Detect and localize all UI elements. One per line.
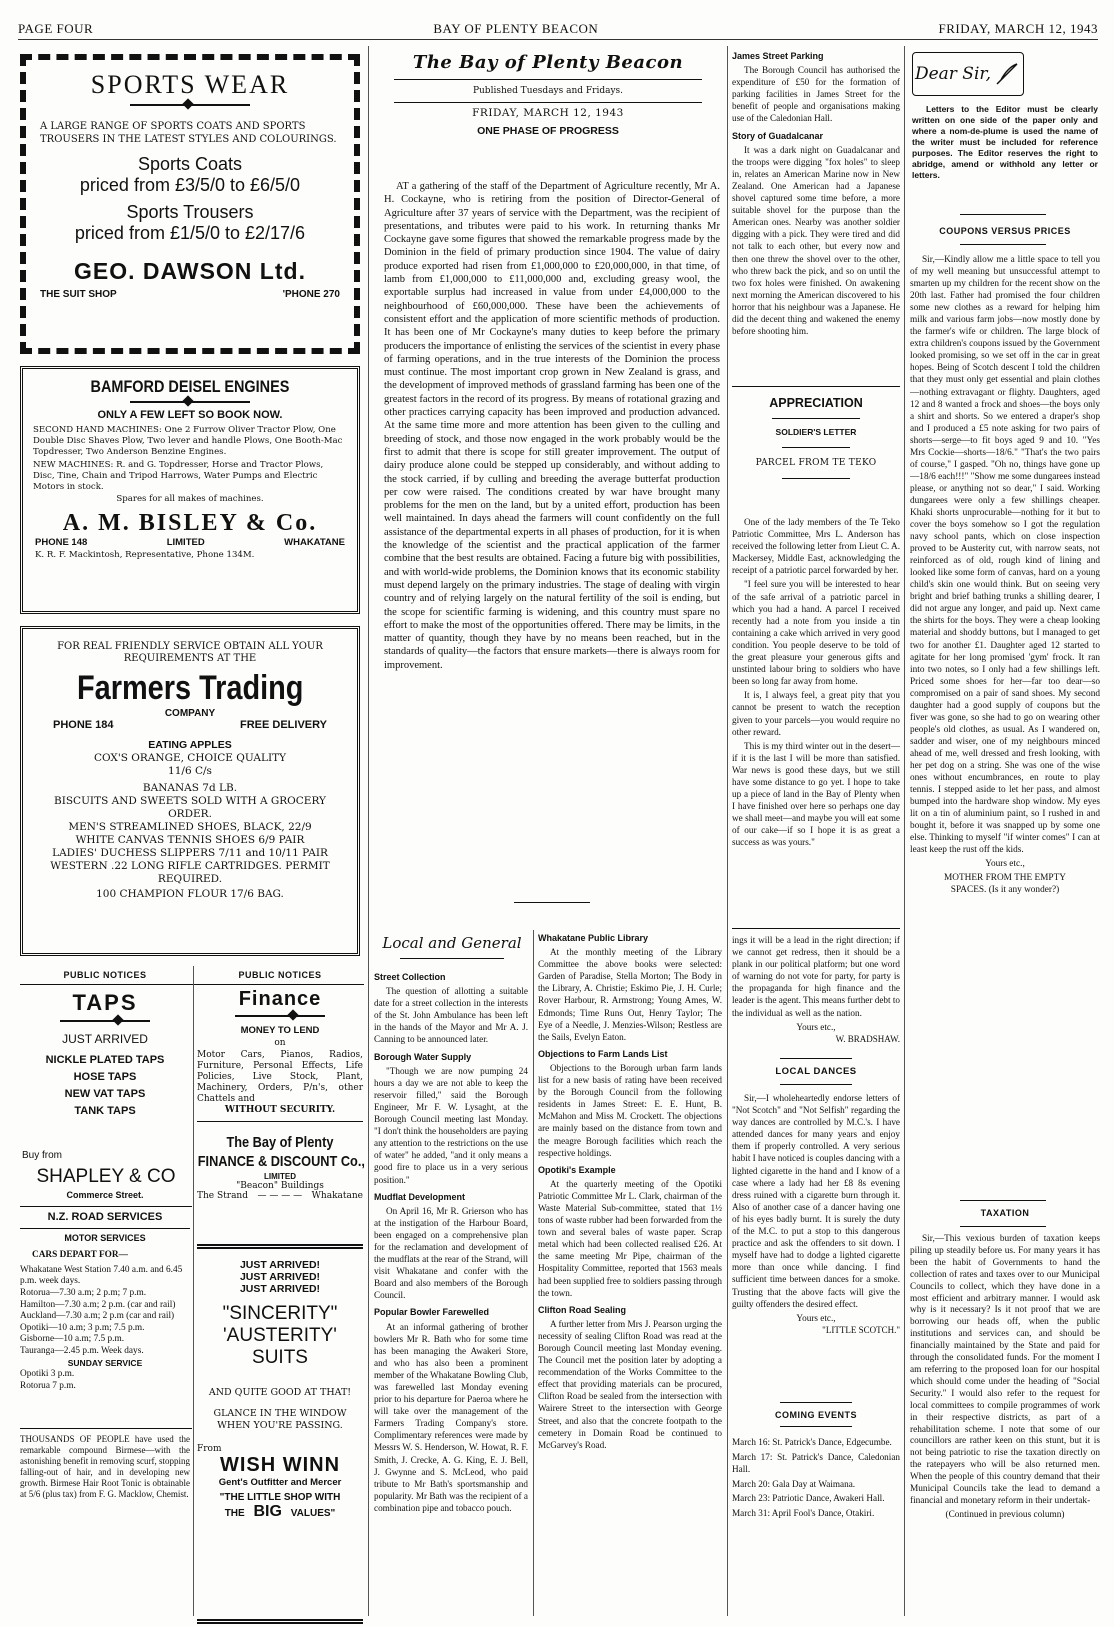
divider bbox=[732, 386, 900, 387]
winn-outfitter: Gent's Outfitter and Mercer bbox=[218, 1477, 342, 1488]
event-item: March 31: April Fool's Dance, Otakiri. bbox=[732, 1507, 875, 1518]
farmers-ad bbox=[20, 626, 360, 956]
opotiki-body: At the quarterly meeting of the Opotiki Patriotic Committee Mr L. Clark, chairman of the Waste Material Sub-committee, stated that 1½ tons of waste rubber had been forwarded from the town and several bales of waste paper. Scrap metal which had been collected realised £26. At the same meeting Mr Pipe, chairman of the Hospitality Committee, reported that 1563 meals had been supplied free to soldiers passing through the town. bbox=[538, 1178, 722, 1298]
column-divider bbox=[533, 930, 534, 1616]
sunday-service: SUNDAY SERVICE bbox=[67, 1357, 143, 1368]
finance-title: Finance bbox=[238, 988, 322, 1010]
quite-good: AND QUITE GOOD AT THAT! bbox=[208, 1387, 352, 1398]
farmers-name bbox=[23, 669, 357, 708]
letter-cont bbox=[732, 934, 900, 1052]
bamford-spares: Spares for all makes of machines. bbox=[116, 494, 264, 504]
bradshaw-yours: Yours etc., bbox=[796, 1021, 836, 1032]
dances-yours: Yours etc., bbox=[796, 1312, 836, 1323]
column-divider bbox=[904, 46, 905, 1616]
column-divider bbox=[368, 46, 369, 1616]
library-body: At the monthly meeting of the Library Committee the above books were selected: Garden of Paradise, Stella Morton; The Body in the Library, A. Christie; Eskimo Pie, J. H. Curle; Rover Harbour, R. Armstrong; Young Ames, W. Edmonds; Time Runs Out, Henry Taylor; The Eye of a Needle, J. Menzies-Wilson; Restless are the Sails, Evelyn Eaton. bbox=[538, 947, 722, 1042]
dawson-phone: 'PHONE 270 bbox=[282, 289, 340, 300]
divider bbox=[780, 1402, 852, 1403]
divider bbox=[782, 478, 850, 479]
divider bbox=[20, 984, 364, 985]
bop-finance-text-2: FINANCE & DISCOUNT Co., bbox=[197, 1153, 365, 1170]
dear-sir-logo bbox=[912, 52, 1024, 96]
water-title: Borough Water Supply bbox=[374, 1051, 472, 1062]
list-item: BISCUITS AND SWEETS SOLD WITH A GROCERY ORDER. bbox=[53, 795, 326, 820]
appreciation-title: APPRECIATION bbox=[769, 396, 863, 410]
masthead-title: The Bay of Plenty Beacon bbox=[412, 52, 684, 73]
page-header bbox=[18, 18, 1098, 40]
motor-services: MOTOR SERVICES bbox=[64, 1232, 146, 1243]
street-body: The question of allotting a suitable date for a street collection in the interests of the St. John Ambulance has been left in the hands of the Mayor and Mr A. J. Canning to be announced later. bbox=[374, 986, 528, 1045]
suits: SUITS bbox=[252, 1347, 308, 1368]
events-title: COMING EVENTS bbox=[774, 1410, 857, 1420]
sportswear-ad bbox=[20, 54, 360, 354]
just-arrived: JUST ARRIVED! bbox=[239, 1283, 321, 1295]
route-line: Opotiki—10 a.m; 3 p.m; 7.5 p.m. bbox=[20, 1322, 145, 1333]
route-line: Auckland—7.30 a.m; 2 p.m (car and rail) bbox=[20, 1311, 175, 1322]
coupons-body bbox=[910, 254, 1100, 1194]
divider bbox=[960, 244, 1046, 245]
finance-list: Motor Cars, Pianos, Radios, Furniture, Personal Effects, Life Policies, Live Stock, Plant, Machinery, Orders, P/n's, other Chattels and bbox=[197, 1050, 363, 1104]
farmers-delivery: FREE DELIVERY bbox=[240, 719, 327, 731]
shapley-street: Commerce Street. bbox=[66, 1190, 144, 1200]
road-title: N.Z. ROAD SERVICES bbox=[47, 1211, 163, 1223]
list-item: WESTERN .22 LONG RIFLE CARTRIDGES. PERMIT REQUIRED. bbox=[50, 860, 330, 885]
route-line: Whakatane West Station 7.40 a.m. and 6.45 p.m. week days. bbox=[20, 1264, 183, 1287]
sportswear-intro: A LARGE RANGE OF SPORTS COATS AND SPORTS TROUSERS IN THE LATEST STYLES AND COLOURINGS. bbox=[40, 121, 337, 145]
bisley-phone: PHONE 148 bbox=[35, 537, 88, 548]
objections-body: Objections to the Borough urban farm lands list for a new basis of rating have been received by the Borough Council from the following residents in James Street: E. E. Hunt, B. McMahon and Miss M. Crockett. The objections are mainly based on the distance from town and the meagre Borough facilities which reach the respective holdings. bbox=[538, 1062, 722, 1158]
bamford-subtitle: ONLY A FEW LEFT SO BOOK NOW. bbox=[97, 409, 283, 421]
divider bbox=[394, 79, 702, 80]
public-notices-label-2: PUBLIC NOTICES bbox=[238, 970, 322, 980]
guadalcanar-title: Story of Guadalcanar bbox=[732, 130, 824, 141]
route-line: Tauranga—2.45 p.m. Week days. bbox=[20, 1345, 144, 1356]
road-services-ad bbox=[20, 1212, 190, 1436]
divider bbox=[20, 1428, 192, 1429]
appreciation-parcel: PARCEL FROM TE TEKO bbox=[755, 458, 877, 468]
trousers-heading: Sports Trousers bbox=[126, 202, 254, 222]
glance: GLANCE IN THE WINDOW WHEN YOU'RE PASSING. bbox=[213, 1408, 347, 1431]
farmers-intro: FOR REAL FRIENDLY SERVICE OBTAIN ALL YOUR REQUIREMENTS AT THE bbox=[57, 641, 323, 664]
masthead bbox=[374, 52, 722, 137]
mudflat-title: Mudflat Development bbox=[374, 1191, 466, 1202]
divider-ornament bbox=[60, 1020, 150, 1022]
divider bbox=[772, 418, 860, 419]
winn-shop: "THE LITTLE SHOP WITH bbox=[219, 1492, 341, 1503]
parking-body: The Borough Council has authorised the expenditure of £50 for the formation of parking facilities in James Street for the benefit of people and organisations making use of the Caledonian Hall. bbox=[732, 65, 900, 124]
clifton-body: A further letter from Mrs J. Pearson urging the necessity of sealing Clifton Road was read at the Borough Council meeting last Monday evening. The Council met the position later by adopting a recommendation of the Works Committee to the effect that providing materials can be procured, Clifton Road be sealed from the intersection with Wairere Street to the intersection with George Street, and also that the concrete footpath to the cemetery in Domain Road be continued to McGarvey's Road. bbox=[538, 1318, 722, 1450]
trousers-price: priced from £1/5/0 to £2/17/6 bbox=[74, 223, 306, 243]
bowler-title: Popular Bowler Farewelled bbox=[374, 1307, 490, 1318]
route-line: Rotorua 7 p.m. bbox=[20, 1380, 76, 1391]
taps-item: TANK TAPS bbox=[74, 1105, 136, 1117]
bowler-body: At an informal gathering of brother bowlers Mr R. Bath who for some time has been managing the Awakeri Store, and who has also been a prominent member of the Whakatane Bowling Club, was farewelled last Monday evening prior to his departure for Paeroa where he will take over the management of the Farmers Trading Company's store. Complimentary references were made by Messrs W. S. Henderson, W. Howat, R. F. Smith, J. Crecke, A. G. King, E. J. Bell, J. Gwynne and S. McLeod, who paid tribute to Mr Bath's sportsmanship and popularity. Mr Bath was the recipient of a combination pipe and tobacco pouch. bbox=[374, 1321, 528, 1513]
appreciation-para: This is my third winter out in the desert—if it is the last I will be more than satisfied. War news is good these days, but we still have some distance to go yet. I hope to take up a piece of land in the Bay of Plenty when I have finished over here so perhaps one day we shall meet—and maybe you will eat some of our cake—if so I hope it is as great a success as was yours." bbox=[732, 740, 900, 848]
divider bbox=[514, 902, 590, 903]
opotiki-title: Opotiki's Example bbox=[538, 1164, 616, 1175]
farmers-phone: PHONE 184 bbox=[53, 719, 114, 731]
editorial-text: AT a gathering of the staff of the Department of Agriculture recently, Mr A. H. Cockayne, who is retiring from the position of Director-General of Agriculture after 37 years of service with the Department, was the recipient of presentations, and tributes were paid to his work. In returning thanks Mr Cockayne gave some figures that showed the remarkable progress made by the Dominion in the field of primary production since 1904. The value of dairy produce exported had risen from £1,000,000 to £20,000,000, in that time, of lamb from £1,000,000 to £11,000,000 and, excluding greasy wool, the exportable surplus had increased in value from under £4,000,000 to the neighbourhood of £60,000,000. These have been the achievements of consistent effort and the application of more scientific methods of production. It has been one of Mr Cockayne's many duties to keep before the primary producers the importance of enlisting the services of the scientist in every phase of farming operations, and in the true interests of the Dominion the process must continue. The most important crop grown in New Zealand is grass, and the development of improved methods of grassland farming has been one of the greatest factors in the record of its progress. By means of rotational grazing and other practices carrying capacity has been improved and production advanced. At the same time more and more attention has been given to the culling and breeding of stock, and those now engaged in the work probably would be the first to admit that there is scope for still greater improvement. The output of dairy produce alone could be stepped up considerably, and without adding to the stock carried, if by culling and breeding the average butterfat production per cow were raised. The conditions created by war have brought many problems for the men on the land, but by a united effort, production has been well maintained. In days ahead the farmers will count confidently on the full assistance of the departmental experts in all phases of production, for it is when the knowledge of the scientist and the practical application of the farmer combine that the best results are obtained. Facing a future big with possibilities, and with world-wide problems, the Dominion knows that its economic stability must depend largely on the primary industries. The stage of dealing with virgin country and of relying largely on the natural fertility of the soil is ending, but the scope for scientific farming is widening, and this country must spare no effort to make the most of the opportunities offered. There may be limits, in the matter of quantity, though they have by no means been reached, but in the standards of quality—the factors that ensure markets—there is always room for improvement. bbox=[384, 181, 720, 671]
bamford-title bbox=[23, 377, 357, 397]
divider-ornament bbox=[130, 401, 250, 403]
bamford-title-text: BAMFORD DEISEL ENGINES bbox=[90, 377, 290, 396]
divider bbox=[394, 102, 702, 103]
page-number: PAGE FOUR bbox=[18, 20, 94, 36]
appreciation-sub: SOLDIER'S LETTER bbox=[775, 427, 857, 437]
money-to-lend: MONEY TO LEND bbox=[240, 1025, 320, 1036]
editorial-body bbox=[384, 180, 720, 880]
list-item: 11/6 C/s bbox=[168, 765, 212, 777]
austerity: 'AUSTERITY' bbox=[223, 1325, 337, 1346]
appreciation-body bbox=[732, 516, 900, 924]
divider bbox=[20, 1228, 190, 1229]
list-item: 100 CHAMPION FLOUR 17/6 BAG. bbox=[96, 888, 284, 900]
taps-buy: Buy from bbox=[22, 1150, 63, 1161]
taps-item: HOSE TAPS bbox=[73, 1071, 137, 1083]
bisley-rep: K. R. F. Mackintosh, Representative, Phone 134M. bbox=[35, 550, 255, 560]
farmers-company: COMPANY bbox=[164, 708, 216, 719]
sportswear-title: SPORTS WEAR bbox=[90, 70, 290, 99]
mudflat-body: On April 16, Mr R. Grierson who has at the instigation of the Harbour Board, been engaged on a comprehensive plan for the reclamation and development of the mudflats at the rear of the Strand, will visit Whakatane and confer with the Board and also members of the Borough Council. bbox=[374, 1205, 528, 1301]
bradshaw-sign: W. BRADSHAW. bbox=[835, 1033, 900, 1044]
appreciation-para: "I feel sure you will be interested to hear of the safe arrival of a patriotic parcel in which you had a hand. A parcel I received recently had a note from you inside a tin containing a cake which arrived in very good condition. You people deserve to be told of the great pleasure your generous gifts and unstinted labour bring to soldiers who have been so long far away from home. bbox=[732, 579, 900, 687]
route-line: Rotorua—7.30 a.m; 2 p.m; 7 p.m. bbox=[20, 1287, 147, 1298]
dances-sign: "LITTLE SCOTCH." bbox=[822, 1324, 900, 1335]
list-item: MEN'S STREAMLINED SHOES, BLACK, 22/9 bbox=[68, 821, 312, 833]
list-item: BANANAS 7d LB. bbox=[142, 782, 238, 794]
dances-title: LOCAL DANCES bbox=[775, 1066, 857, 1077]
column-divider bbox=[193, 966, 194, 1616]
bamford-new: NEW MACHINES: R. and G. Topdresser, Horse and Tractor Plows, Disc, Tine, Chain and Tripod Harrows, Water Pumps and Electric Motors in stock. bbox=[33, 460, 324, 492]
appreciation-header bbox=[732, 396, 900, 479]
bamford-ad bbox=[20, 366, 360, 614]
bop-finance-text-1: The Bay of Plenty bbox=[226, 1134, 334, 1151]
bop-finance-name-1 bbox=[197, 1132, 363, 1151]
local-general-col-2 bbox=[538, 932, 722, 1616]
coupons-title: COUPONS VERSUS PRICES bbox=[939, 226, 1071, 236]
route-line: Hamilton—7.30 a.m; 2 p.m. (car and rail) bbox=[20, 1299, 176, 1310]
divider bbox=[20, 1206, 192, 1207]
coats-heading: Sports Coats bbox=[137, 154, 243, 174]
event-item: March 17: St. Patrick's Dance, Caledonian Hall. bbox=[732, 1451, 900, 1474]
event-item: March 23: Patriotic Dance, Awakeri Hall. bbox=[732, 1493, 885, 1503]
event-item: March 20: Gala Day at Waimana. bbox=[732, 1478, 856, 1489]
masthead-published: Published Tuesdays and Fridays. bbox=[472, 86, 624, 96]
finance-limited: LIMITED bbox=[264, 1172, 296, 1181]
taps-item: NICKLE PLATED TAPS bbox=[45, 1054, 165, 1066]
shapley-name: SHAPLEY & CO bbox=[36, 1166, 176, 1187]
farmers-list bbox=[23, 739, 357, 901]
coupons-sign: MOTHER FROM THE EMPTY SPACES. (Is it any wonder?) bbox=[944, 873, 1066, 896]
coupons-text: Sir,—Kindly allow me a little space to tell you of my well meaning but unsuccessful attempt to smarten up my children for the recent show on the 20th last. Father had promised the four children some new clothes as a reward for helping him milk and various farm jobs—now mostly done by the farmer's wife or children. The large block of extra children's coupons issued by the Government looked promising, so we set off in the car in great hopes. Being of Scotch descent I told the children that they must only get essential and plain clothes—nothing extravagant or flighty. Daughters, aged 12 and 8 wanted a frock and shoes—the boys only a shirt and shorts. So we entered a draper's shop and I produced a £5 note asking for two pairs of shorts—serge—to fit boys aged 9 and 10. "Yes Mrs Cockie—shorts—18/6." "That's the two pairs of course," I gasped. "Oh no, things have gone up—18/6 each!!!" "Show me some dungarees instead please, or anything not so dear," I said. Working dungarees were only a few shillings cheaper. Khaki shorts unprocurable—nothing for it but to cover the boys somehow so I got the regulation navy school pants, which on close inspection proved to be Austerity cut, with narrow seats, not reinforced as of old, rough kind of lining and looked like some form of canvas, hard on a young child's skin one would think. But on seeing very bright and brief bathing trunks a shilling dearer, I did not argue any longer, and paid up. Next came the shirts for the boys. They were a cheap looking material and shoddy buttons, but I managed to get two for another £1. Daughter aged 12 started to agitate for her long promised 'gym' frock. It ran into two notes, so I only had a few shillings left. Priced some shoes for her—far too dear—so compromised on a pair of sand shoes. My second daughter had a good supply of coupons but the fiver was gone, so she had to go on wearing other people's old clothes, as usual. As I wandered on, sadder and wiser, one of my neighbours minced ahead of me, well dressed and fresh looking, with her pet dog on a string. She was one of the wise ones without encumbrances, en route to play tennis. I stepped aside to let her pass, and almost bumped into the hardware shop window. My eyes lit on a tin of aluminium paint, so I rushed in and bought it, before it was snapped up by some one else. Thinking to myself "if winter comes" I can at least keep the rust off the kids. bbox=[910, 255, 1100, 856]
divider bbox=[960, 1226, 1046, 1227]
winn-the: THE bbox=[224, 1508, 245, 1519]
bisley-name: A. M. BISLEY & Co. bbox=[62, 510, 318, 536]
divider-ornament bbox=[130, 104, 250, 106]
list-item: COX'S ORANGE, CHOICE QUALITY bbox=[93, 752, 287, 764]
dear-sir-text: Dear Sir, bbox=[914, 64, 992, 84]
header-date: FRIDAY, MARCH 12, 1943 bbox=[938, 20, 1098, 36]
finance-buildings: "Beacon" Buildings bbox=[236, 1181, 324, 1191]
divider bbox=[782, 447, 850, 448]
just-arrived: JUST ARRIVED! bbox=[239, 1259, 321, 1271]
taps-ad bbox=[20, 990, 190, 1168]
guadalcanar-body: It was a dark night on Guadalcanar and the troops were digging "fox holes" to sleep in, relates an American Marine now in New Zealand. One American had a Japanese shovel captured some time before, a more suitable shovel for the purpose than the American ones. Nearby was another soldier digging with a pick. They were tired and did not talk to each other, but every now and then one threw the shovel over to the other, who threw back the pick, and so on until the two fox holes were finished. On awakening next morning the American discovered to his horror that his neighbour was a Japanese. He did the decent thing and wakened the enemy before shooting him. bbox=[732, 144, 900, 337]
continued-note: (Continued in previous column) bbox=[945, 1509, 1065, 1520]
sincerity: "SINCERITY" bbox=[222, 1303, 338, 1324]
bop-finance-name-2 bbox=[197, 1151, 363, 1170]
divider bbox=[960, 214, 1046, 215]
wish-winn-name: WISH WINN bbox=[219, 1454, 341, 1476]
parking-title: James Street Parking bbox=[732, 51, 824, 61]
dances-text: Sir,—I wholeheartedly endorse letters of "Not Scotch" and "Not Selfish" regarding the way dances are controlled by M.C.'s. I have attended dances for many years and enjoy them if properly controlled. A very serious habit I have noticed is couples dancing with a lighted cigarette in the hand and I know of a case where a lady had her £8 8s evening dress ruined with a cigarette burn through it. Also of another case of a dancer having one of his eyes badly burnt. It is surely the duty of the M.C. to put a stop to this dangerous practice and ask the offenders to sit down. I myself have had to dodge a lighted cigarette more than once while dancing. I find sufficient time between dances for a smoke. Trusting that the above facts will give the guilty offenders the desired effect. bbox=[732, 1093, 900, 1309]
divider-ornament bbox=[235, 1015, 325, 1017]
birmese-ad: THOUSANDS OF PEOPLE have used the remarkable compound Birmese—with the astonishing benefit in removing scurf, stopping falling-out of hair, and in developing new growth. Birmese Hair Root Tonic is obtainable at 5/6 (plus tax) from F. G. Macklow, Chemist. bbox=[20, 1434, 190, 1499]
divider bbox=[400, 958, 504, 959]
route-line: Gisborne—10 a.m; 7.5 p.m. bbox=[20, 1334, 125, 1345]
street-title: Street Collection bbox=[374, 972, 446, 982]
letters-rules: Letters to the Editor must be clearly written on one side of the paper only and where a nom-de-plume is used the name of the writer must be included for reference purposes. The Editor reserves the right to abridge, amend or withhold any letter or letters. bbox=[912, 104, 1098, 180]
appreciation-para: It is, I always feel, a great pity that you cannot be present to watch the reception given to your parcels—you would require no other reward. bbox=[732, 690, 900, 737]
taps-title: TAPS bbox=[72, 990, 138, 1015]
dash-divider: — — — — bbox=[257, 1191, 303, 1201]
quill-pen-icon bbox=[993, 60, 1021, 88]
coupons-yours: Yours etc., bbox=[985, 859, 1025, 870]
coats-price: priced from £3/5/0 to £6/5/0 bbox=[79, 175, 301, 195]
divider bbox=[780, 1426, 852, 1427]
divider bbox=[960, 1200, 1046, 1201]
taxation-body bbox=[910, 1234, 1100, 1616]
column-divider bbox=[727, 46, 728, 1616]
taxation-text: Sir,—This vexious burden of taxation keeps piling up steadily before us. For many years it has been the habit of Governments to hand the collection of rates and taxes over to our Municipal Councils to collect, which they have done in a most efficient and arbitrary manner. I would ask why is it necessary? Is it not proof that we are borrowing our heads off, when the public institutions and services can, and should be financially maintained by the State and paid for through the consolidated funds. For the moment I am referring to the proposed loan for our hospital which should come under the heading of "Social Security." I would also refer to the request for local committees to compile programmes of work in their respective districts, as part of a rehabilitation scheme. I note that some of our councillors are rather keen on this stunt, but it is not being patriotic to rise the taxation directly on the ratepayers who will be also returned men. When the people of this country demand that their Municipal Councils take the lead to demand a financial and monetary reform in their undertak- bbox=[910, 1234, 1100, 1506]
bradshaw-body: ings it will be a lead in the right direction; if we cannot get redress, then it should be a plank in our political platform; but one word of warning do not vote for party, for party is the propaganda for high finance and the leader is the agent. This means further debt to the individual as well as the nation. bbox=[732, 935, 900, 1018]
divider bbox=[780, 1058, 852, 1059]
list-item: WHITE CANVAS TENNIS SHOES 6/9 PAIR bbox=[75, 834, 305, 846]
divider bbox=[732, 928, 900, 929]
finance-security: WITHOUT SECURITY. bbox=[224, 1105, 336, 1115]
bisley-limited: LIMITED bbox=[166, 537, 205, 548]
taps-arrived: JUST ARRIVED bbox=[62, 1032, 148, 1046]
bamford-secondhand: SECOND HAND MACHINES: One 2 Furrow Oliver Tractor Plow, One Double Disc Shaves Plow, Two lever and handle Plows, One Booth-Mac Topdresser, Two Anderson Benzine Engines. bbox=[33, 425, 343, 457]
winn-from: From bbox=[197, 1444, 222, 1454]
clifton-title: Clifton Road Sealing bbox=[538, 1304, 627, 1315]
dances-body bbox=[732, 1092, 900, 1392]
editorial-title: ONE PHASE OF PROGRESS bbox=[477, 125, 619, 137]
objections-title: Objections to Farm Lands List bbox=[538, 1048, 668, 1059]
taxation-title: TAXATION bbox=[980, 1208, 1030, 1218]
divider bbox=[780, 1084, 852, 1085]
route-line: Opotiki 3 p.m. bbox=[20, 1369, 75, 1380]
winn-big: BIG bbox=[253, 1503, 282, 1520]
just-arrived: JUST ARRIVED! bbox=[239, 1271, 321, 1283]
events-list bbox=[732, 1436, 900, 1616]
wish-winn-ad bbox=[197, 1244, 363, 1624]
local-general-title: Local and General bbox=[382, 934, 522, 952]
paper-name: BAY OF PLENTY BEACON bbox=[433, 20, 599, 36]
column-four-top bbox=[732, 50, 900, 380]
masthead-date: FRIDAY, MARCH 12, 1943 bbox=[472, 107, 624, 119]
finance-ad bbox=[197, 988, 363, 1201]
dawson-name: GEO. DAWSON Ltd. bbox=[74, 258, 306, 284]
suit-shop: THE SUIT SHOP bbox=[40, 289, 117, 300]
local-general-col-1 bbox=[374, 966, 528, 1616]
divider bbox=[197, 1121, 363, 1122]
winn-values: VALUES" bbox=[290, 1508, 336, 1519]
farmers-name-text: Farmers Trading bbox=[76, 669, 304, 707]
finance-on: on bbox=[274, 1038, 286, 1048]
cars-depart: CARS DEPART FOR— bbox=[32, 1250, 128, 1261]
event-item: March 16: St. Patrick's Dance, Edgecumbe. bbox=[732, 1437, 892, 1447]
library-title: Whakatane Public Library bbox=[538, 933, 649, 943]
finance-strand: The Strand bbox=[197, 1191, 248, 1201]
taps-item: NEW VAT TAPS bbox=[64, 1088, 146, 1100]
finance-town: Whakatane bbox=[311, 1191, 363, 1201]
appreciation-para: One of the lady members of the Te Teko Patriotic Committee, Mrs L. Anderson has received the following letter from Lieut C. A. Mackersey, Middle East, acknowledging the receipt of a patriotic parcel forwarded by her. bbox=[732, 517, 900, 576]
list-item: EATING APPLES bbox=[148, 739, 232, 751]
list-item: LADIES' DUCHESS SLIPPERS 7/11 and 10/11 PAIR bbox=[52, 847, 328, 859]
bisley-town: WHAKATANE bbox=[284, 537, 345, 548]
water-body: "Though we are now pumping 24 hours a day we are not able to keep the reservoir filled," said the Borough Engineer, Mr F. W. Lysaght, at the Borough Council meeting last Monday. "I don't think the householders are paying any attention to the restrictions on the use of water" he added, "and it only means a good fire to place us in a very serious position." bbox=[374, 1065, 528, 1185]
public-notices-label-1: PUBLIC NOTICES bbox=[63, 970, 147, 980]
